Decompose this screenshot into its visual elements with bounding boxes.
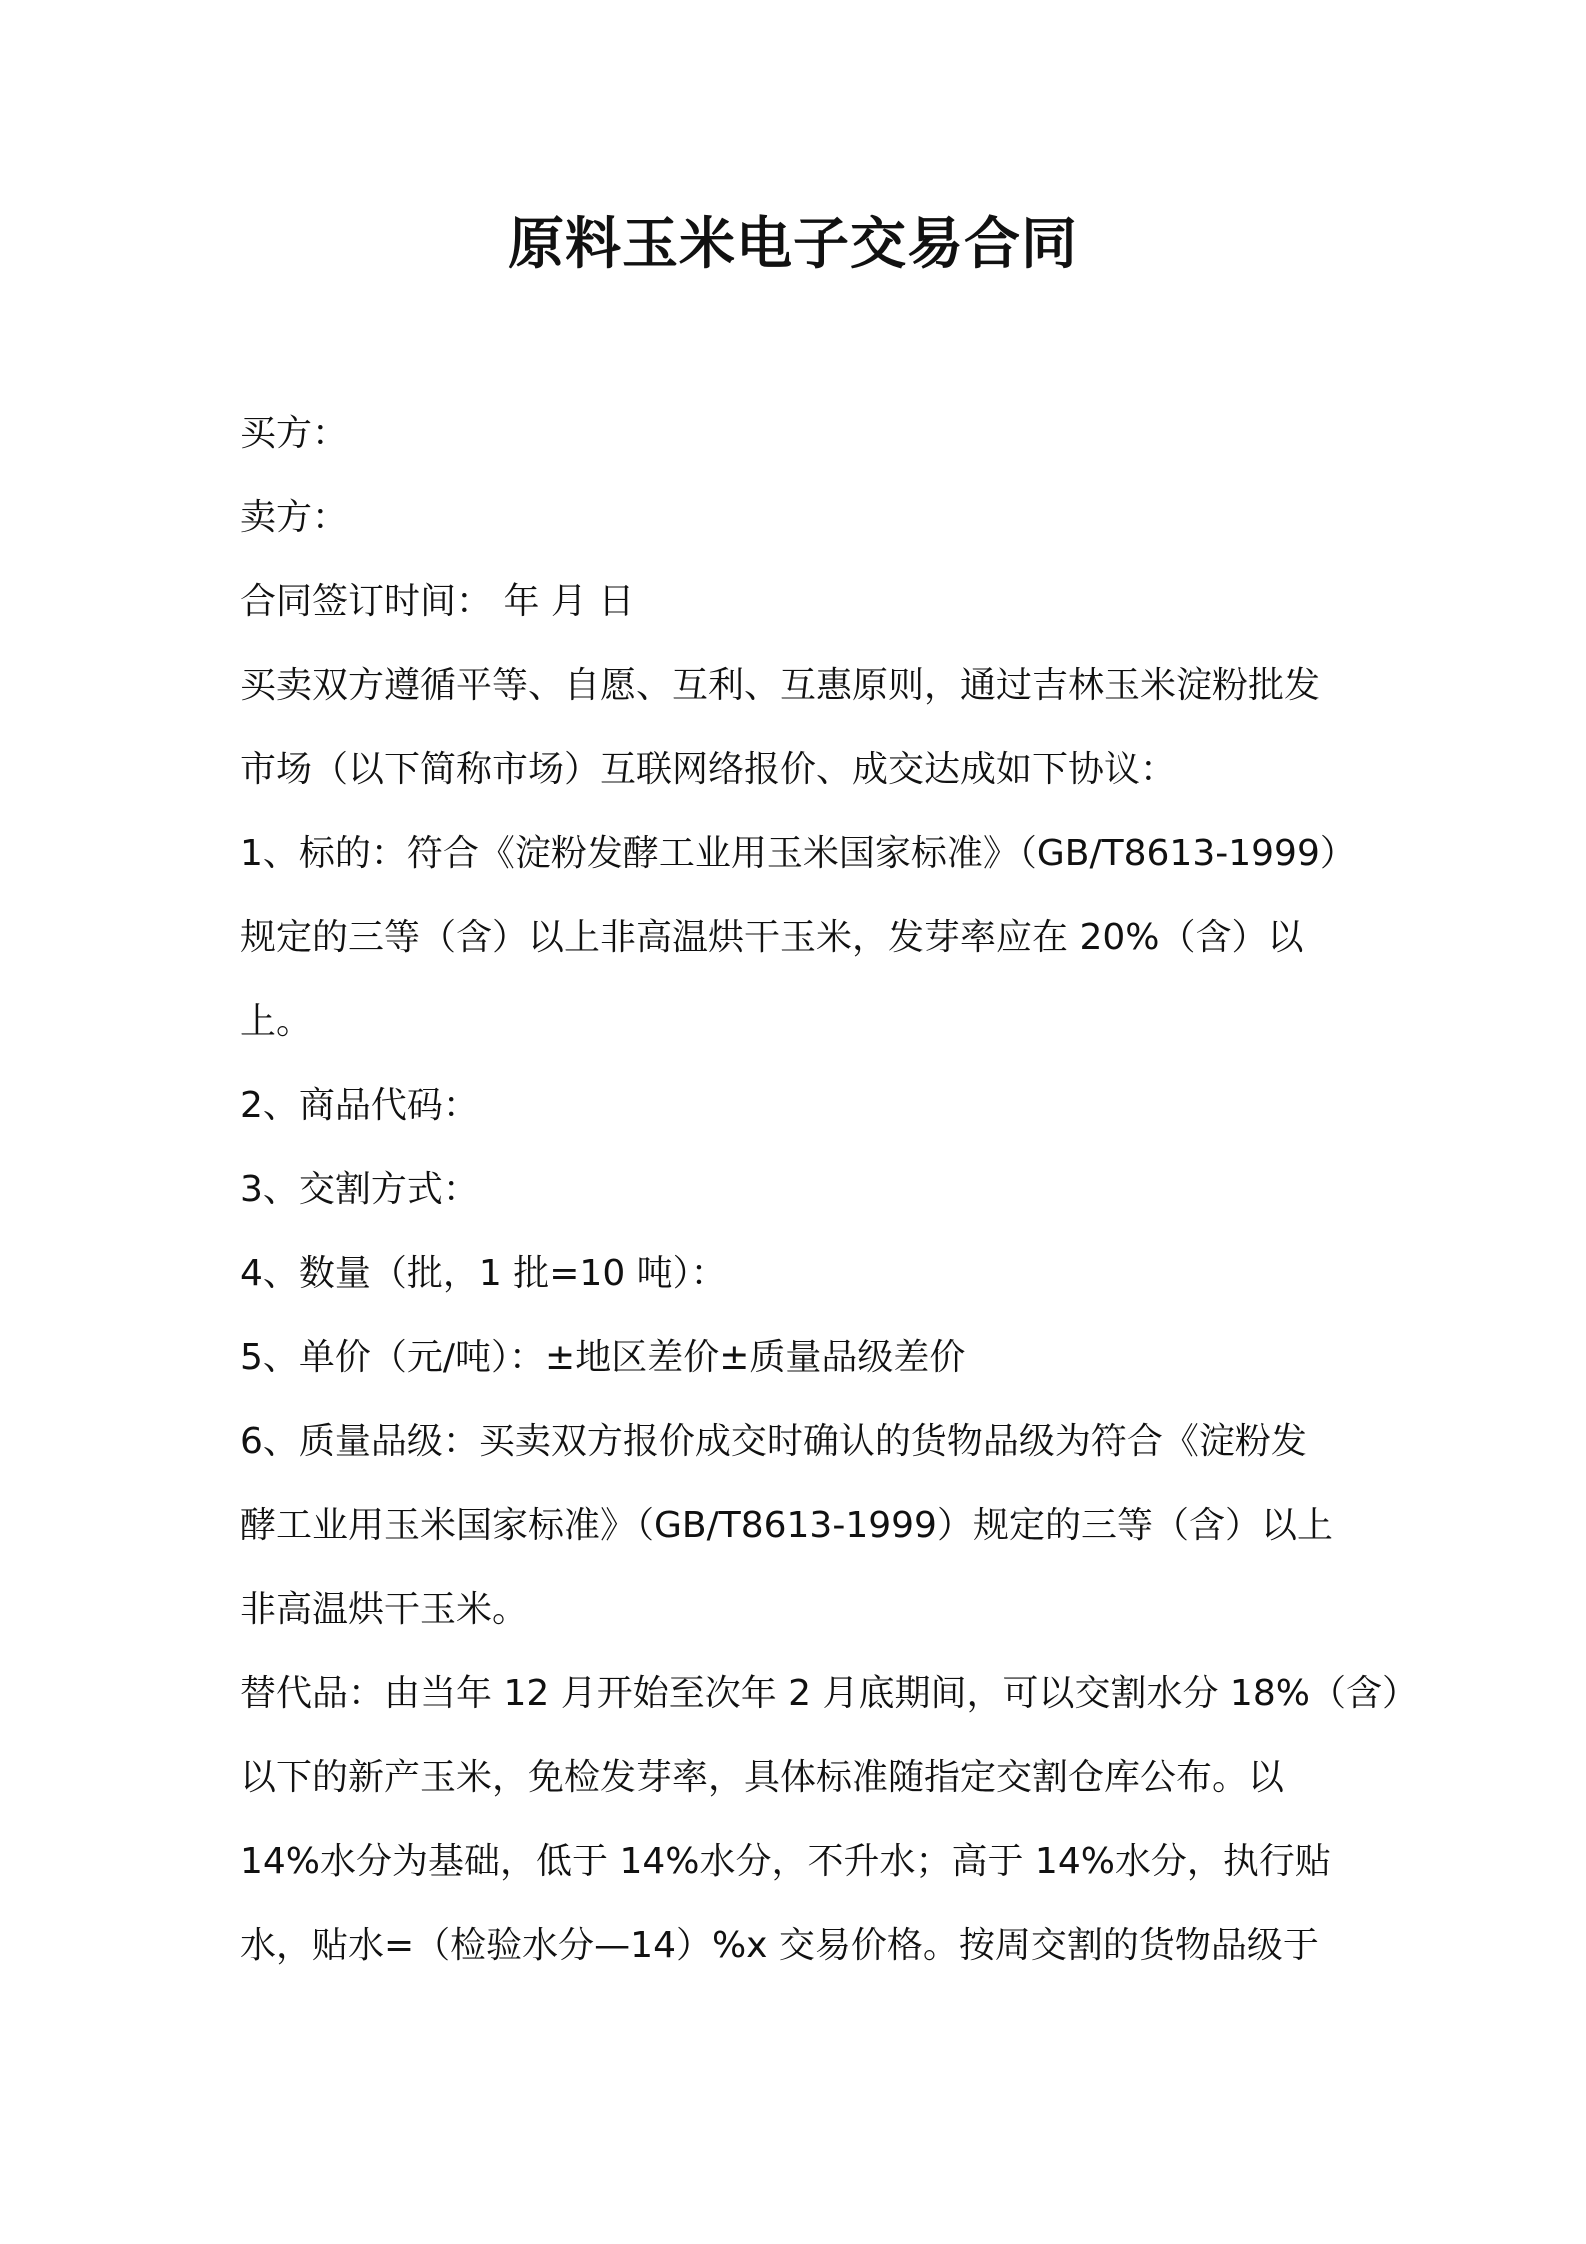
substitute-line-3: 14%水分为基础，低于 14%水分，不升水；高于 14%水分，执行贴 (240, 1841, 1331, 1882)
substitute-line-2: 以下的新产玉米，免检发芽率，具体标准随指定交割仓库公布。以 (240, 1757, 1285, 1798)
clause-5-line: 5、单价（元/吨）：±地区差价±质量品级差价 (240, 1337, 966, 1378)
clause-4-line: 4、数量（批，1 批=10 吨）： (240, 1253, 727, 1294)
preamble-line-2: 市场（以下简称市场）互联网络报价、成交达成如下协议： (240, 749, 1177, 790)
preamble-line-1: 买卖双方遵循平等、自愿、互利、互惠原则，通过吉林玉米淀粉批发 (240, 665, 1321, 706)
seller-line: 卖方： (240, 497, 349, 538)
substitute-line-1: 替代品：由当年 12 月开始至次年 2 月底期间，可以交割水分 18%（含） (240, 1673, 1418, 1714)
signing-date-line: 合同签订时间： 年 月 日 (240, 581, 635, 622)
clause-1-line-2: 规定的三等（含）以上非高温烘干玉米，发芽率应在 20%（含）以 (240, 917, 1304, 958)
clause-6-line-2: 酵工业用玉米国家标准》（GB/T8613-1999）规定的三等（含）以上 (240, 1505, 1333, 1546)
clause-3-line: 3、交割方式： (240, 1169, 479, 1210)
clause-6-line-3: 非高温烘干玉米。 (240, 1589, 529, 1630)
document-title: 原料玉米电子交易合同 (508, 212, 1078, 277)
clause-1-line-1: 1、标的：符合《淀粉发酵工业用玉米国家标准》（GB/T8613-1999） (240, 833, 1356, 874)
substitute-line-4: 水，贴水=（检验水分—14）%x 交易价格。按周交割的货物品级于 (240, 1925, 1319, 1966)
clause-1-line-3: 上。 (240, 1001, 313, 1042)
clause-6-line-1: 6、质量品级：买卖双方报价成交时确认的货物品级为符合《淀粉发 (240, 1421, 1307, 1462)
document-body (240, 392, 1418, 1988)
clause-2-line: 2、商品代码： (240, 1085, 479, 1126)
buyer-line: 买方： (240, 413, 349, 454)
